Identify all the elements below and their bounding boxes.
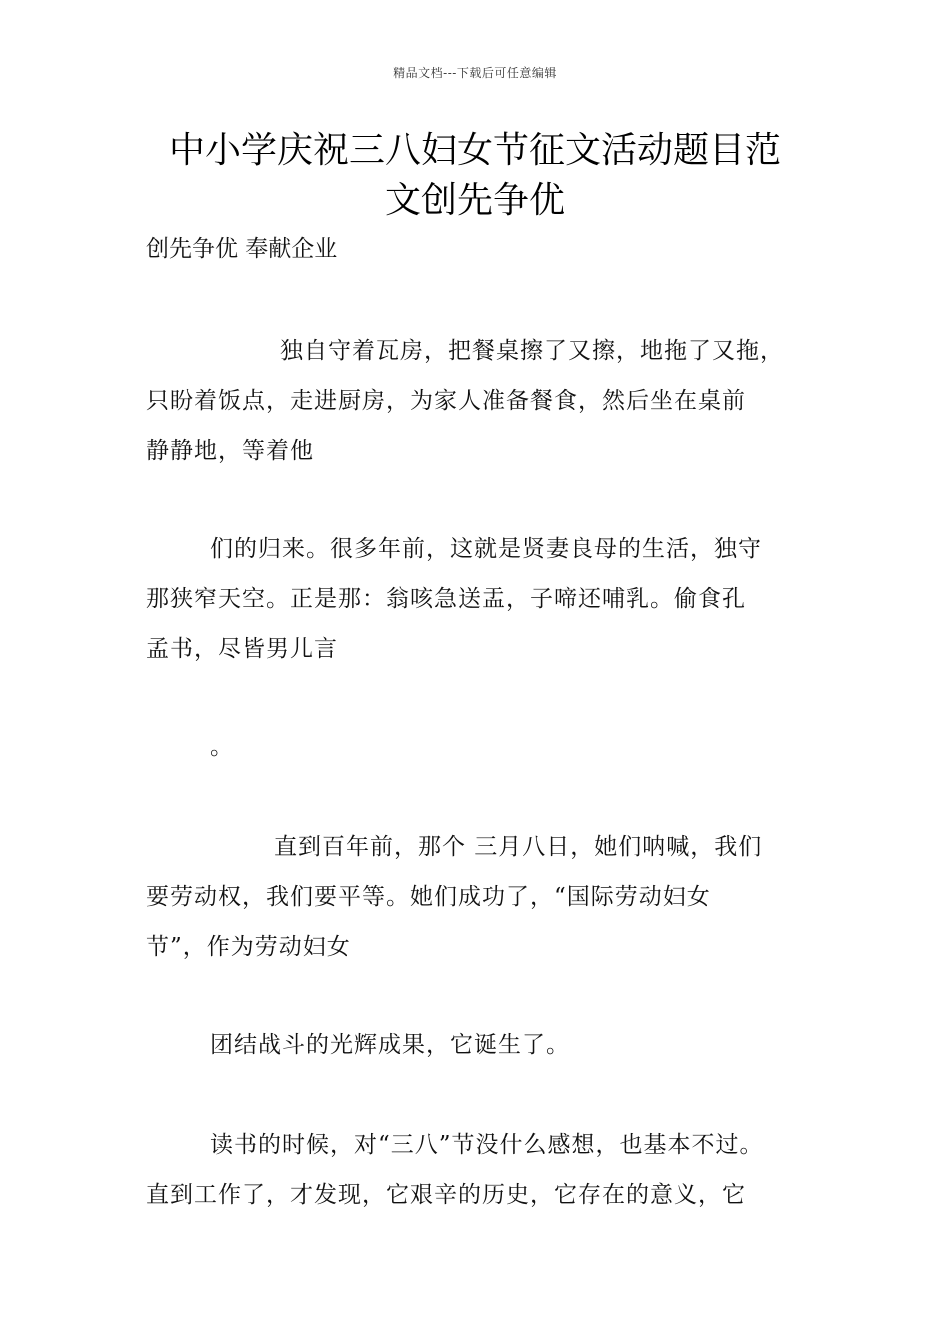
title-line-2: 文创先争优 (384, 180, 565, 221)
paragraph-6 (146, 1120, 810, 1220)
paragraph-line: 读书的时候，对“三八”节没什么感想，也基本不过。 (210, 1132, 764, 1158)
paragraph-line: 要劳动权，我们要平等。她们成功了，“国际劳动妇女 (146, 884, 711, 910)
paragraph-line: 们的归来。很多年前，这就是贤妻良母的生活，独守 (210, 536, 762, 562)
paragraph-line: 孟书，尽皆男儿言 (146, 636, 338, 662)
paragraph-5 (146, 1020, 810, 1070)
paragraph-3 (146, 722, 810, 772)
paragraph-line: 。 (210, 734, 234, 760)
paragraph-line: 独自守着瓦房，把餐桌擦了又擦，地拖了又拖， (280, 338, 784, 364)
paragraph-line: 那狭窄天空。正是那：翁咳急送盂，子啼还哺乳。偷食孔 (146, 586, 746, 612)
paragraph-line: 直到工作了，才发现，它艰辛的历史，它存在的意义，它 (146, 1182, 746, 1208)
paragraph-2 (146, 524, 810, 674)
document-subtitle: 创先争优 奉献企业 (146, 236, 338, 262)
paragraph-line: 直到百年前，那个 三月八日，她们呐喊，我们 (274, 834, 763, 860)
document-title (140, 126, 810, 226)
title-line-1: 中小学庆祝三八妇女节征文活动题目范 (168, 130, 781, 171)
paragraph-line: 节”，作为劳动妇女 (146, 934, 351, 960)
paragraph-line: 团结战斗的光辉成果，它诞生了。 (210, 1032, 570, 1058)
paragraph-4 (146, 822, 810, 972)
page-header: 精品文档---下载后可任意编辑 (393, 66, 557, 80)
paragraph-line: 只盼着饭点，走进厨房，为家人准备餐食，然后坐在桌前 (146, 388, 746, 414)
paragraph-1 (146, 326, 810, 476)
paragraph-line: 静静地，等着他 (146, 438, 314, 464)
